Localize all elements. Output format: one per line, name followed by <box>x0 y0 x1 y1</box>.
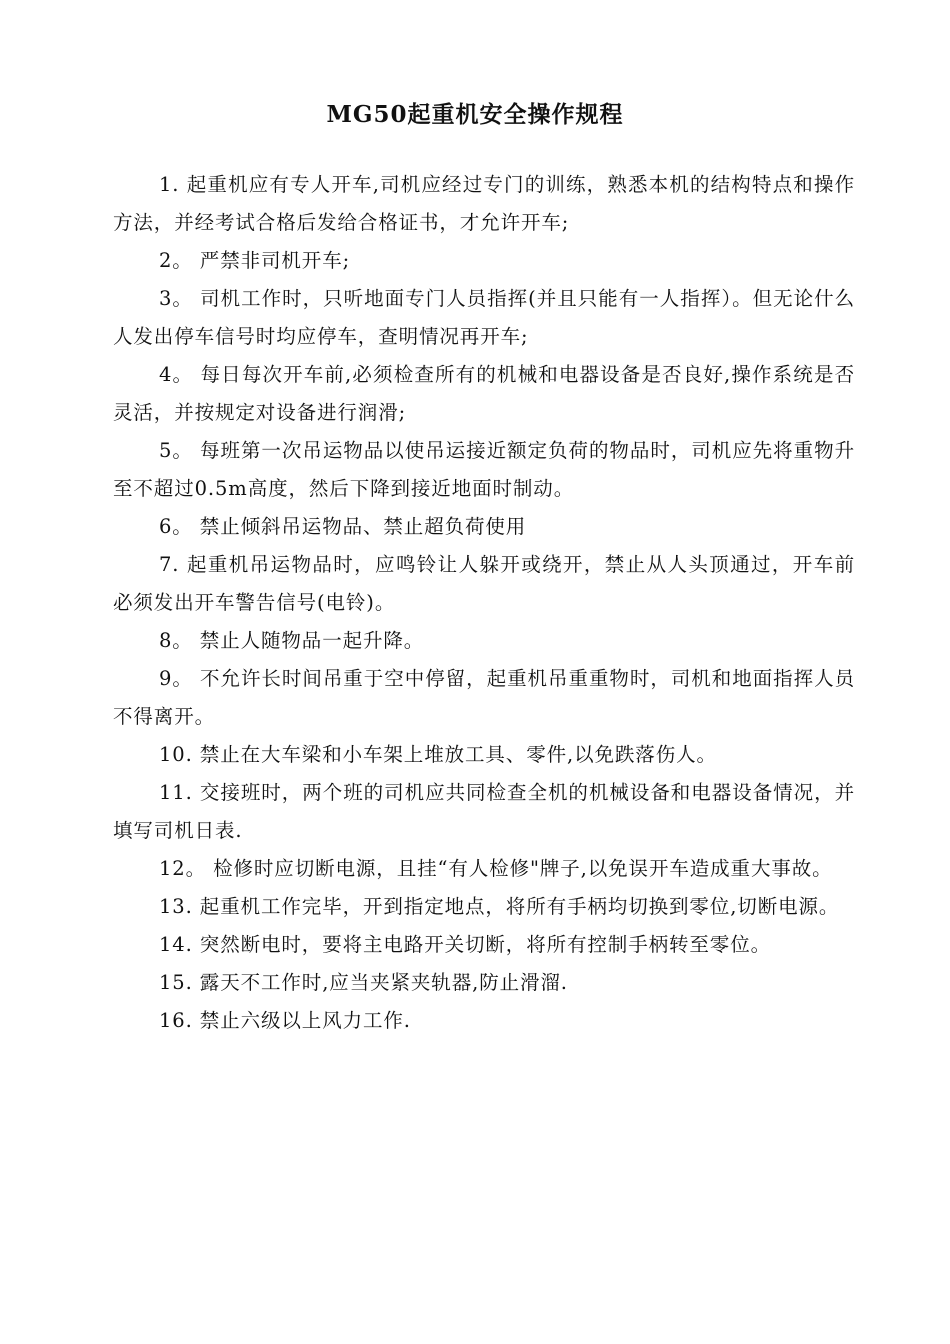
rule-item-8: 8。 禁止人随物品一起升降。 <box>159 629 425 652</box>
rule-item-5: 5。 每班第一次吊运物品以使吊运接近额定负荷的物品时，司机应先将重物升至不超过0.5m高度，然后下降到接近地面时制动。 <box>113 439 855 500</box>
rule-item-15: 15. 露天不工作时,应当夹紧夹轨器,防止滑溜. <box>159 971 568 994</box>
rule-item-16: 16. 禁止六级以上风力工作. <box>159 1009 411 1032</box>
rule-item-9: 9。 不允许长时间吊重于空中停留，起重机吊重重物时，司机和地面指挥人员不得离开。 <box>113 667 855 728</box>
rule-item-4: 4。 每日每次开车前,必须检查所有的机械和电器设备是否良好,操作系统是否灵活，并按规定对设备进行润滑; <box>113 363 855 424</box>
rule-item-3: 3。 司机工作时，只听地面专门人员指挥(并且只能有一人指挥）。但无论什么人发出停车信号时均应停车，查明情况再开车; <box>113 287 855 348</box>
rule-item-6: 6。 禁止倾斜吊运物品、禁止超负荷使用 <box>159 515 527 538</box>
rule-item-2: 2。 严禁非司机开车; <box>159 249 351 272</box>
rule-item-10: 10. 禁止在大车梁和小车架上堆放工具、零件,以免跌落伤人。 <box>159 743 717 766</box>
rules-list <box>113 166 855 1040</box>
rule-item-13: 13. 起重机工作完毕，开到指定地点，将所有手柄均切换到零位,切断电源。 <box>159 895 840 918</box>
rule-item-1: 1. 起重机应有专人开车,司机应经过专门的训练，熟悉本机的结构特点和操作方法，并经考试合格后发给合格证书，才允许开车; <box>113 173 855 234</box>
rule-item-7: 7. 起重机吊运物品时，应鸣铃让人躲开或绕开，禁止从人头顶通过，开车前必须发出开车警告信号(电铃)。 <box>113 553 855 614</box>
document-title: MG50起重机安全操作规程 <box>326 101 624 128</box>
rule-item-12: 12。 检修时应切断电源，且挂“有人检修"牌子,以免误开车造成重大事故。 <box>159 857 833 880</box>
rule-item-14: 14. 突然断电时，要将主电路开关切断，将所有控制手柄转至零位。 <box>159 933 772 956</box>
rule-item-11: 11. 交接班时，两个班的司机应共同检查全机的机械设备和电器设备情况，并填写司机日表. <box>113 781 855 842</box>
